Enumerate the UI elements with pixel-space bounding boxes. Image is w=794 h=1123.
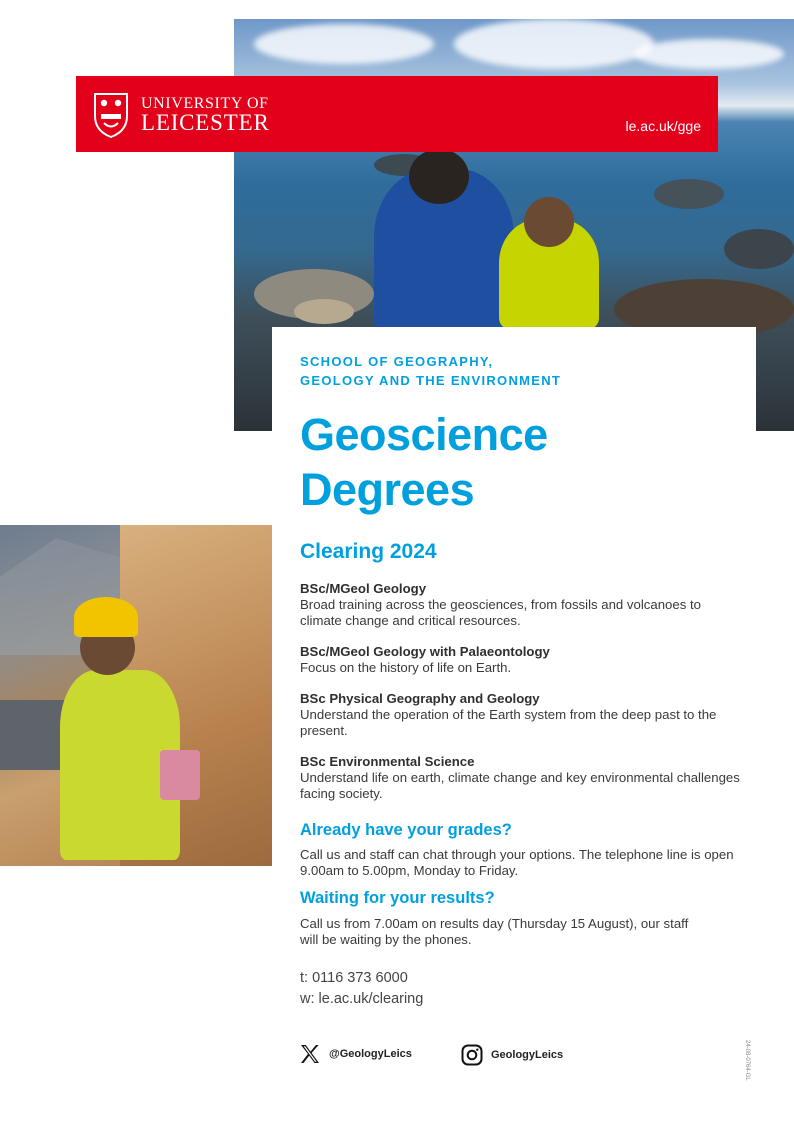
grades-heading: Already have your grades? [300, 821, 512, 839]
header-band [76, 76, 718, 152]
social-x[interactable] [299, 1043, 412, 1065]
student-hardhat-photo [0, 525, 272, 866]
degree-description: Understand the operation of the Earth system from the deep past to the present. [300, 707, 717, 738]
contact-phone[interactable]: t: 0116 373 6000 [300, 970, 408, 986]
degree-item [300, 691, 740, 739]
degree-name: BSc Physical Geography and Geology [300, 691, 540, 706]
x-handle: @GeologyLeics [329, 1048, 412, 1060]
waiting-text: Call us from 7.00am on results day (Thursday 15 August), our staff will be waiting by the phones. [300, 916, 689, 947]
contact-block [300, 968, 423, 1010]
degree-name: BSc/MGeol Geology with Palaeontology [300, 644, 550, 659]
crest-icon [93, 92, 129, 138]
degree-description: Broad training across the geosciences, from fossils and volcanoes to climate change and critical resources. [300, 597, 701, 628]
school-line1: SCHOOL OF GEOGRAPHY, [300, 354, 494, 369]
degree-description: Understand life on earth, climate change and key environmental challenges facing society. [300, 770, 740, 801]
school-line2: GEOLOGY AND THE ENVIRONMENT [300, 373, 562, 388]
header-url[interactable]: le.ac.uk/gge [625, 118, 701, 134]
degree-description: Focus on the history of life on Earth. [300, 660, 512, 675]
page-title [300, 407, 548, 517]
school-name [300, 352, 561, 390]
print-code: 24-08-0764-GL [744, 1040, 750, 1081]
contact-web[interactable]: w: le.ac.uk/clearing [300, 991, 424, 1007]
x-logo-icon [299, 1043, 321, 1065]
degree-item [300, 644, 740, 676]
social-instagram[interactable] [461, 1044, 563, 1066]
degree-item [300, 581, 740, 629]
logo-line1: UNIVERSITY OF [141, 95, 269, 112]
grades-text: Call us and staff can chat through your options. The telephone line is open 9.00am to 5.00pm, Monday to Friday. [300, 847, 734, 878]
degree-name: BSc/MGeol Geology [300, 581, 427, 596]
title-line1: Geoscience [300, 409, 548, 460]
clearing-subtitle: Clearing 2024 [300, 540, 437, 563]
waiting-heading: Waiting for your results? [300, 889, 495, 907]
title-line2: Degrees [300, 464, 475, 515]
logo-line2: LEICESTER [141, 110, 270, 135]
content-panel [272, 327, 756, 1123]
degree-name: BSc Environmental Science [300, 754, 475, 769]
instagram-handle: GeologyLeics [491, 1049, 564, 1061]
instagram-icon [461, 1044, 483, 1066]
degree-item [300, 754, 740, 802]
